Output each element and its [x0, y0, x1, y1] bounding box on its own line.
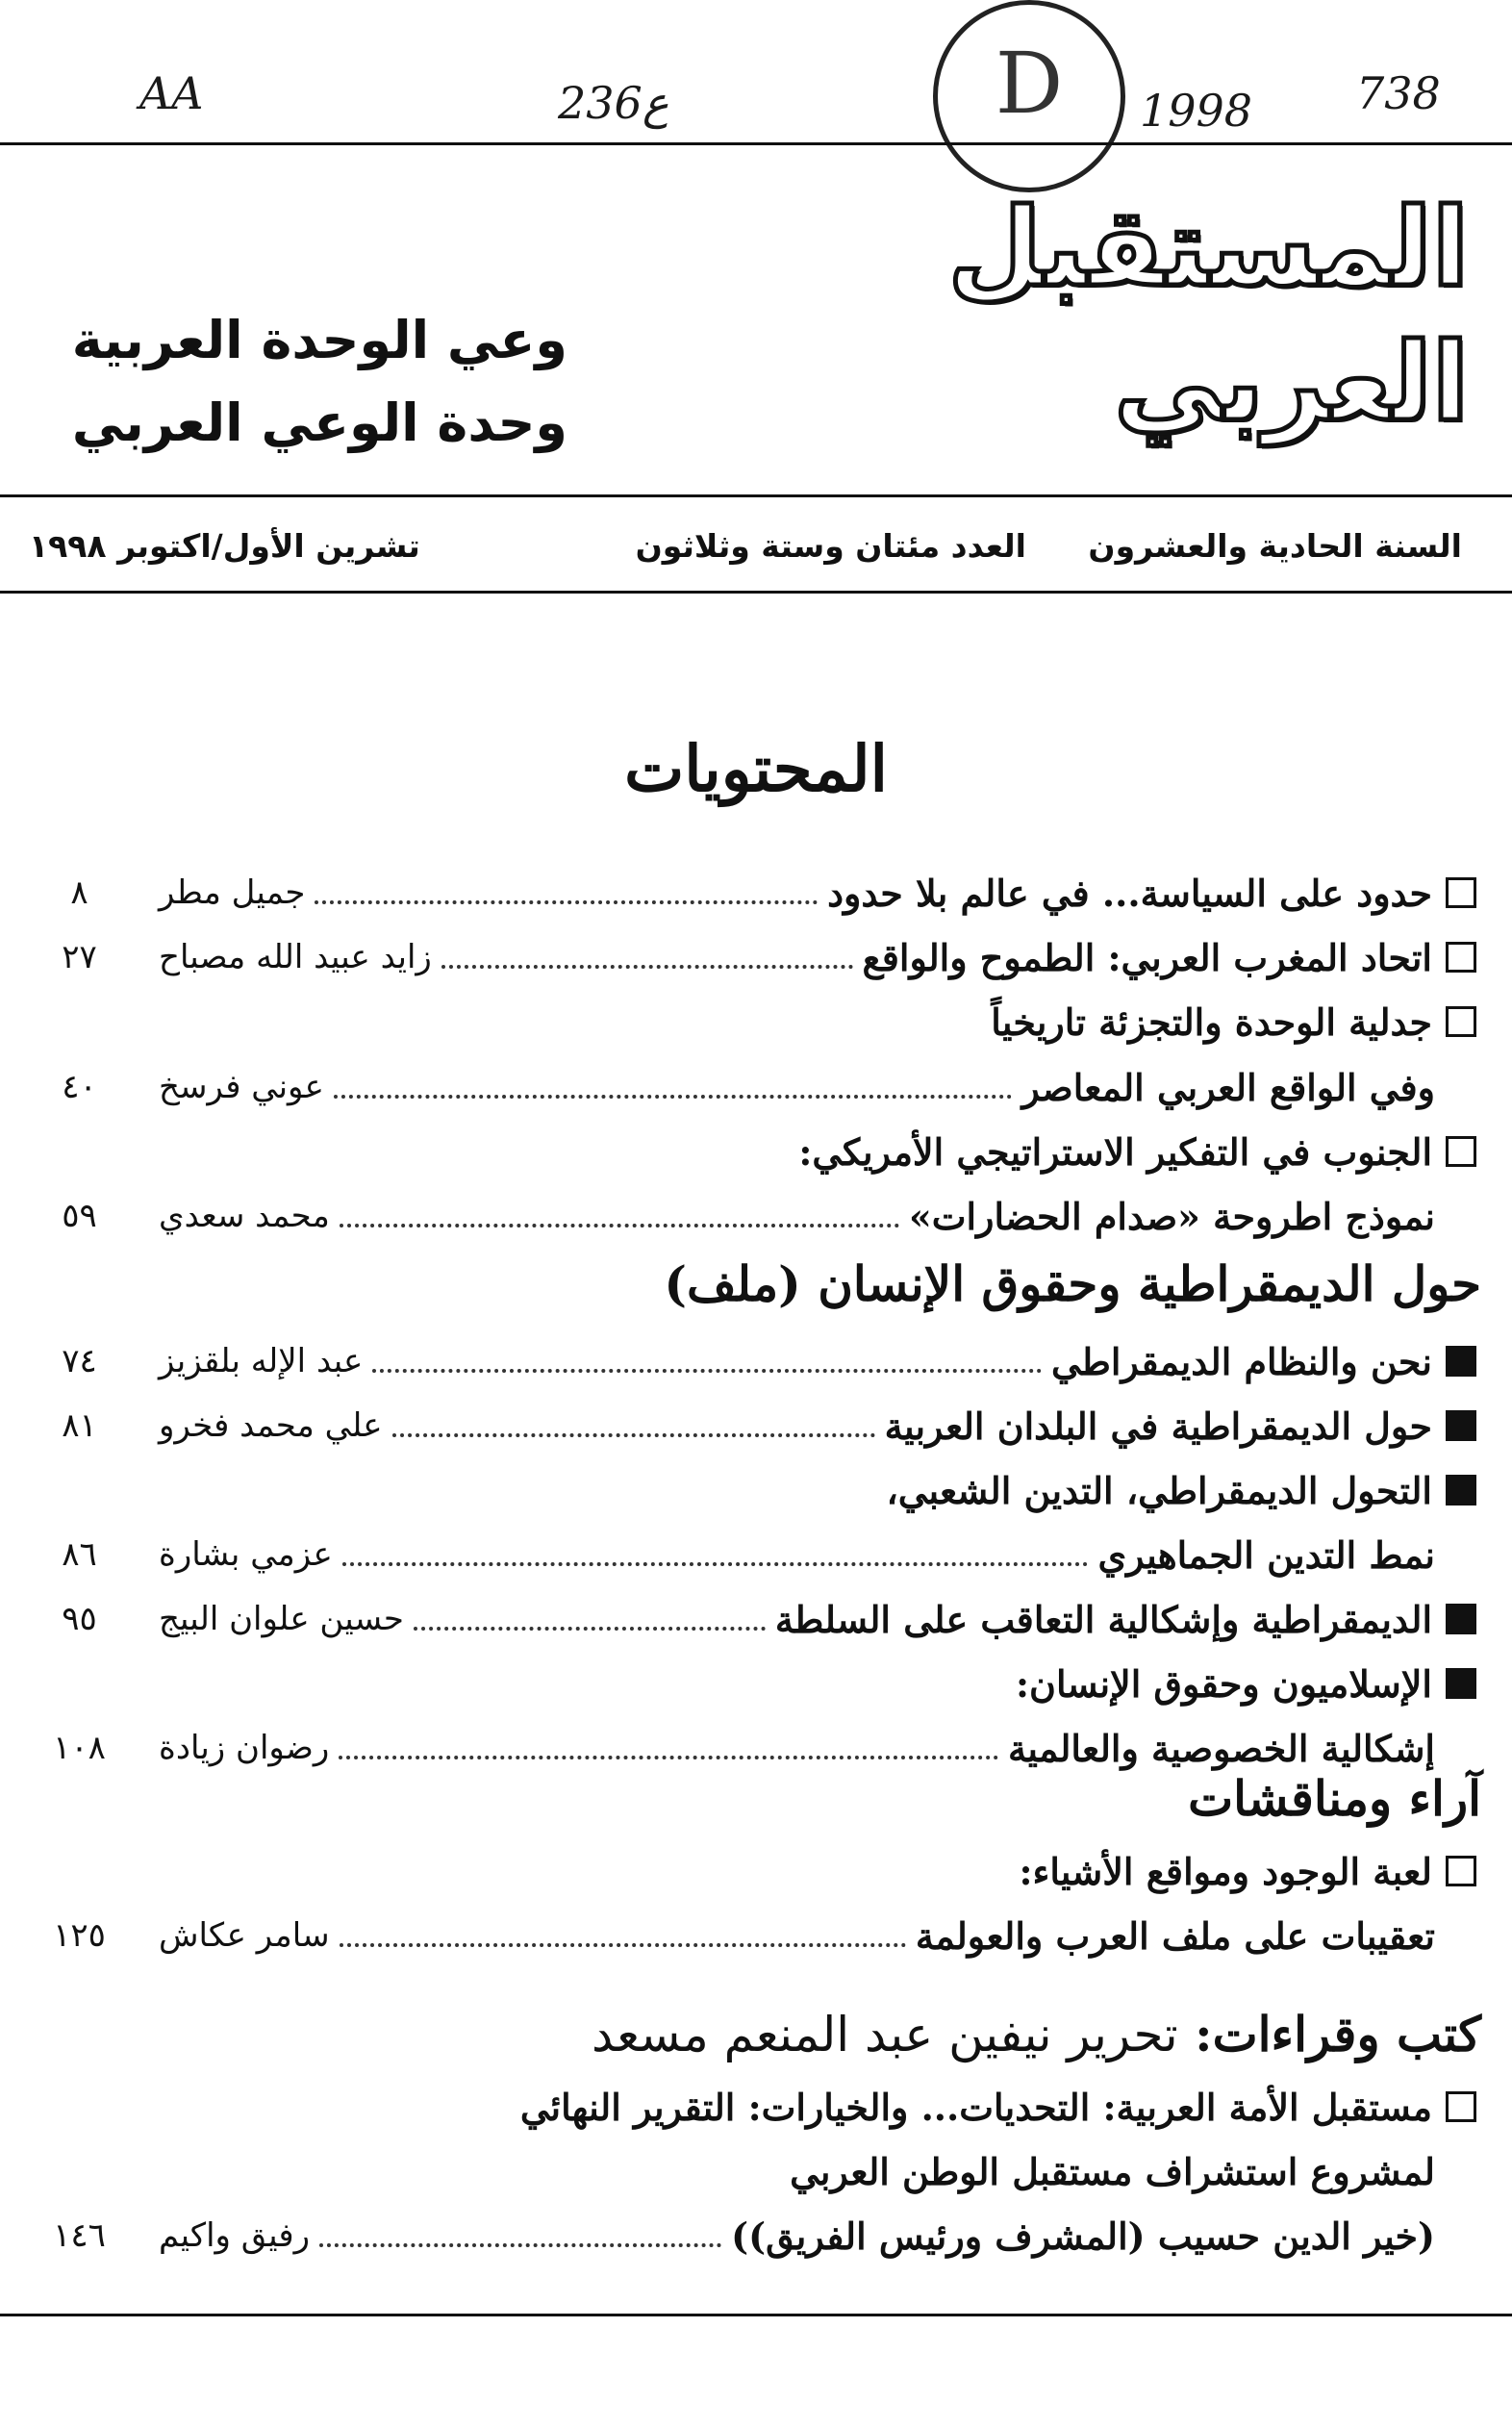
toc-entry — [38, 2142, 1476, 2200]
toc-entry — [38, 1332, 1476, 1390]
toc-entry-author: سامر عكاش — [159, 1916, 330, 1955]
toc-entry-author: عبد الإله بلقزيز — [159, 1342, 364, 1380]
top-rule — [0, 142, 1512, 145]
handwritten-note-year: 1998 — [1140, 85, 1253, 137]
leader-dots — [441, 965, 853, 969]
toc-entry-title: إشكالية الخصوصية والعالمية — [1008, 1726, 1435, 1770]
toc-entry-title: لعبة الوجود ومواقع الأشياء: — [1019, 1849, 1432, 1893]
stamp-letter: D — [995, 34, 1064, 133]
toc-entry — [38, 1719, 1476, 1777]
toc-entry-author: زايد عبيد الله مصباح — [159, 938, 432, 976]
toc-entry — [38, 1123, 1476, 1180]
toc-entry-page: ٩٥ — [62, 1600, 97, 1638]
toc-entry-page: ١٤٦ — [53, 2216, 106, 2255]
toc-entry-author: جميل مطر — [159, 873, 306, 912]
toc-entry-page: ٢٧ — [62, 938, 97, 976]
toc-entry — [38, 1461, 1476, 1519]
toc-entry — [38, 993, 1476, 1050]
toc-entry-title: الديمقراطية وإشكالية التعاقب على السلطة — [774, 1597, 1432, 1641]
toc-entry — [38, 2078, 1476, 2136]
toc-entry-page: ١٢٥ — [53, 1916, 106, 1955]
section-opinions-heading: آراء ومناقشات — [1188, 1770, 1481, 1827]
issue-number: العدد مئتان وستة وثلاثون — [635, 527, 1026, 565]
toc-entry-title: وفي الواقع العربي المعاصر — [1021, 1065, 1435, 1109]
toc-entry-page: ٥٩ — [62, 1197, 97, 1235]
toc-entry-author: علي محمد فخرو — [159, 1406, 383, 1445]
toc-entry-author: رفيق واكيم — [159, 2216, 311, 2255]
toc-entry-title: نحن والنظام الديمقراطي — [1050, 1339, 1432, 1383]
issue-date: تشرين الأول/اكتوبر ١٩٩٨ — [29, 527, 420, 565]
checkbox-square-icon — [1446, 1136, 1476, 1167]
checkbox-square-icon — [1446, 1006, 1476, 1037]
toc-entry — [38, 1397, 1476, 1455]
toc-entry — [38, 1058, 1476, 1116]
books-label: كتب وقراءات: — [1195, 2006, 1481, 2062]
toc-entry-title: الإسلاميون وحقوق الإنسان: — [1016, 1661, 1432, 1706]
toc-entry-page: ٨ — [70, 873, 88, 912]
toc-entry — [38, 1187, 1476, 1245]
section-books-heading — [29, 2006, 1481, 2062]
books-editor: تحرير نيفين عبد المنعم مسعد — [591, 2007, 1178, 2062]
toc-entry-title: نمط التدين الجماهيري — [1097, 1532, 1435, 1577]
contents-title: المحتويات — [624, 731, 888, 806]
toc-entry-title: تعقيبات على ملف العرب والعولمة — [915, 1913, 1435, 1958]
toc-entry — [38, 1907, 1476, 1964]
toc-entry-page: ١٠٨ — [53, 1729, 106, 1767]
filled-square-icon — [1446, 1346, 1476, 1377]
toc-entry-title: مستقبل الأمة العربية: التحديات... والخيارات: التقرير النهائي — [519, 2085, 1432, 2129]
toc-entry-title: التحول الديمقراطي، التدين الشعبي، — [886, 1468, 1432, 1512]
filled-square-icon — [1446, 1410, 1476, 1441]
volume-year: السنة الحادية والعشرون — [1088, 527, 1462, 565]
bottom-rule — [0, 2314, 1512, 2316]
leader-dots — [372, 1369, 1042, 1373]
leader-dots — [392, 1433, 875, 1437]
leader-dots — [319, 2243, 721, 2247]
toc-entry — [38, 2207, 1476, 2265]
slogan-line-1: وعي الوحدة العربية — [71, 310, 567, 370]
filled-square-icon — [1446, 1668, 1476, 1699]
toc-entry-title: حول الديمقراطية في البلدان العربية — [884, 1404, 1432, 1448]
filled-square-icon — [1446, 1475, 1476, 1505]
toc-entry-author: حسين علوان البيج — [159, 1600, 404, 1638]
checkbox-square-icon — [1446, 1856, 1476, 1886]
leader-dots — [315, 900, 818, 904]
leader-dots — [339, 1756, 998, 1759]
toc-entry-author: رضوان زيادة — [159, 1729, 330, 1767]
toc-entry — [38, 1526, 1476, 1583]
leader-dots — [414, 1627, 766, 1631]
meta-rule-bottom — [0, 591, 1512, 594]
toc-entry-page: ٧٤ — [62, 1342, 97, 1380]
toc-entry-page: ٨٦ — [62, 1535, 97, 1574]
leader-dots — [340, 1224, 899, 1227]
meta-rule-top — [0, 494, 1512, 497]
toc-entry-title: اتحاد المغرب العربي: الطموح والواقع — [862, 935, 1432, 979]
checkbox-square-icon — [1446, 942, 1476, 973]
toc-entry — [38, 1842, 1476, 1900]
archive-stamp — [933, 0, 1125, 192]
handwritten-note-number: 738 — [1356, 67, 1441, 119]
toc-entry-title: لمشروع استشراف مستقبل الوطن العربي — [790, 2149, 1435, 2193]
checkbox-square-icon — [1446, 877, 1476, 908]
toc-entry-title: (خير الدين حسيب (المشرف ورئيس الفريق)) — [731, 2214, 1435, 2258]
checkbox-square-icon — [1446, 2091, 1476, 2122]
leader-dots — [340, 1943, 906, 1947]
filled-square-icon — [1446, 1604, 1476, 1634]
leader-dots — [334, 1095, 1013, 1099]
toc-entry-author: عزمي بشارة — [159, 1535, 333, 1574]
toc-entry-title: جدلية الوحدة والتجزئة تاريخياً — [991, 999, 1432, 1044]
masthead-text: المستقبل العربي — [947, 186, 1469, 445]
handwritten-note-left: AA — [139, 67, 204, 119]
toc-entry — [38, 1655, 1476, 1712]
section-democracy-heading: حول الديمقراطية وحقوق الإنسان (ملف) — [664, 1255, 1481, 1312]
toc-entry — [38, 864, 1476, 922]
toc-entry-author: عوني فرسخ — [159, 1068, 324, 1106]
masthead-logo — [930, 181, 1469, 445]
toc-entry-page: ٨١ — [62, 1406, 97, 1445]
toc-entry-title: الجنوب في التفكير الاستراتيجي الأمريكي: — [798, 1129, 1432, 1174]
leader-dots — [342, 1562, 1089, 1566]
toc-entry — [38, 928, 1476, 986]
toc-entry-title: نموذج اطروحة «صدام الحضارات» — [909, 1194, 1435, 1238]
slogan-line-2: وحدة الوعي العربي — [71, 392, 567, 453]
toc-entry-author: محمد سعدي — [159, 1197, 330, 1235]
toc-entry-title: حدود على السياسة... في عالم بلا حدود — [827, 871, 1432, 915]
handwritten-note-code: 236ع — [558, 77, 669, 129]
toc-entry — [38, 1590, 1476, 1648]
toc-entry-page: ٤٠ — [62, 1068, 97, 1106]
